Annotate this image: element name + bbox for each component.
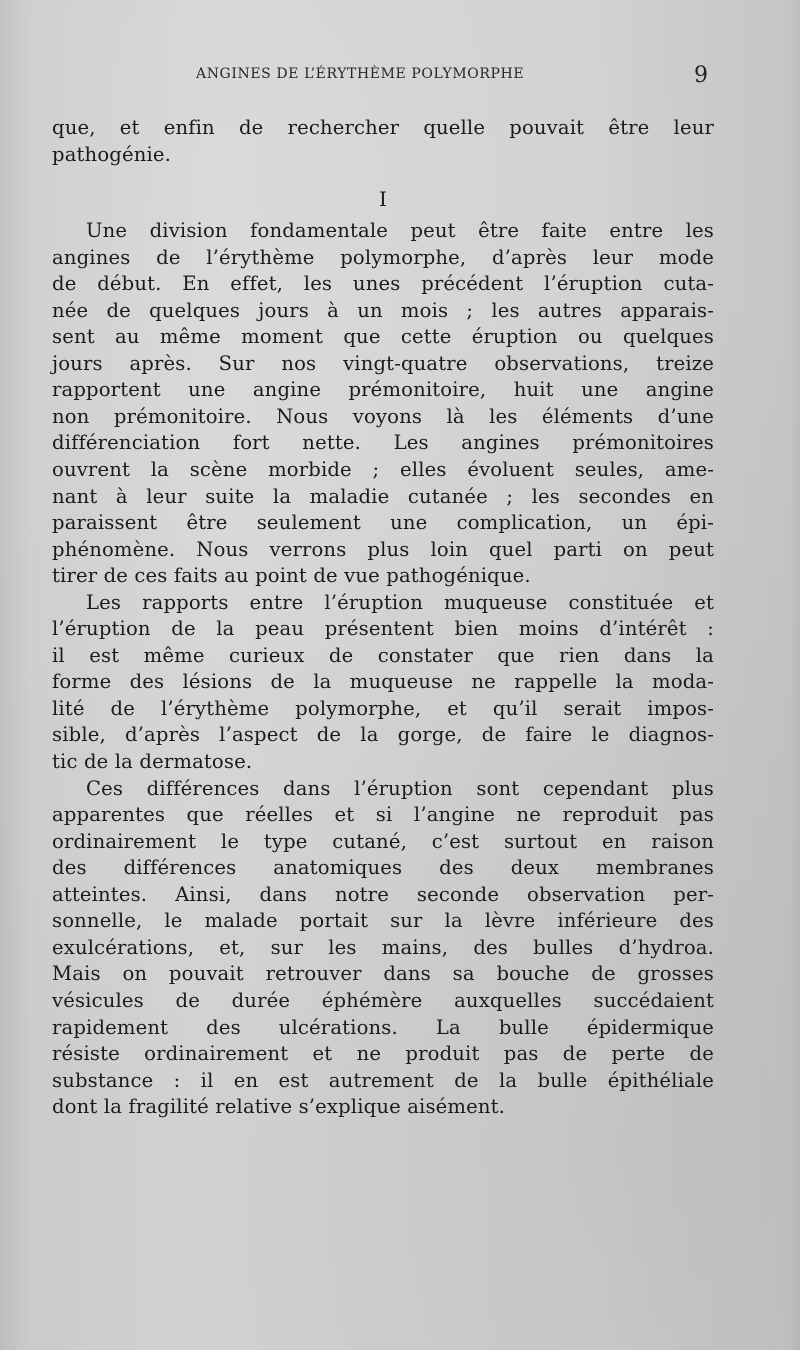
- text-line: sent au même moment que cette éruption ou quelques: [52, 325, 714, 349]
- text-line: de début. En effet, les unes précédent l’éruption cuta-: [52, 272, 714, 296]
- text-line: sonnelle, le malade portait sur la lèvre inférieure des: [52, 909, 714, 933]
- text-line: angines de l’érythème polymorphe, d’après leur mode: [52, 245, 714, 269]
- text-line: née de quelques jours à un mois ; les autres apparais-: [52, 298, 714, 322]
- body-text: [52, 115, 714, 1121]
- text-line: nant à leur suite la maladie cutanée ; les secondes en: [52, 484, 714, 508]
- text-line: il est même curieux de constater que rien dans la: [52, 643, 714, 667]
- section-heading: I: [378, 187, 388, 212]
- text-line: Une division fondamentale peut être faite entre les: [86, 219, 714, 243]
- text-line: apparentes que réelles et si l’angine ne reproduit pas: [52, 803, 714, 827]
- text-line: dont la fragilité relative s’explique aisément.: [52, 1095, 506, 1119]
- text-line: ordinairement le type cutané, c’est surtout en raison: [52, 829, 714, 853]
- running-title: ANGINES DE L’ÉRYTHÈME POLYMORPHE: [196, 66, 525, 82]
- text-line: ouvrent la scène morbide ; elles évoluent seules, ame-: [52, 458, 714, 482]
- text-line: vésicules de durée éphémère auxquelles succédaient: [52, 988, 714, 1012]
- text-line: résiste ordinairement et ne produit pas de perte de: [52, 1042, 714, 1066]
- text-line: tic de la dermatose.: [52, 750, 253, 774]
- text-line: des différences anatomiques des deux membranes: [52, 856, 714, 880]
- text-line: substance : il en est autrement de la bulle épithéliale: [52, 1068, 714, 1092]
- text-line: non prémonitoire. Nous voyons là les éléments d’une: [52, 404, 714, 428]
- text-line: jours après. Sur nos vingt-quatre observations, treize: [52, 351, 714, 375]
- text-line: exulcérations, et, sur les mains, des bulles d’hydroa.: [52, 935, 714, 959]
- text-line: sible, d’après l’aspect de la gorge, de faire le diagnos-: [52, 723, 714, 747]
- text-line: paraissent être seulement une complication, un épi-: [52, 511, 714, 535]
- text-line: Ces différences dans l’éruption sont cependant plus: [86, 776, 714, 800]
- text-line: rapidement des ulcérations. La bulle épidermique: [52, 1015, 714, 1039]
- page-number: 9: [694, 63, 708, 88]
- page-header: [0, 63, 800, 90]
- text-line: Les rapports entre l’éruption muqueuse constituée et: [86, 590, 714, 614]
- text-line: atteintes. Ainsi, dans notre seconde observation per-: [52, 882, 714, 906]
- text-line: tirer de ces faits au point de vue pathogénique.: [52, 564, 531, 588]
- text-line: Mais on pouvait retrouver dans sa bouche de grosses: [52, 962, 714, 986]
- text-line: lité de l’érythème polymorphe, et qu’il serait impos-: [52, 696, 714, 720]
- text-line: forme des lésions de la muqueuse ne rappelle la moda-: [52, 670, 714, 694]
- text-line: pathogénie.: [52, 142, 172, 166]
- text-line: que, et enfin de rechercher quelle pouvait être leur: [52, 116, 714, 139]
- text-line: rapportent une angine prémonitoire, huit une angine: [52, 378, 714, 402]
- text-line: différenciation fort nette. Les angines prémonitoires: [52, 431, 714, 455]
- text-line: l’éruption de la peau présentent bien moins d’intérêt :: [52, 617, 714, 641]
- text-line: phénomène. Nous verrons plus loin quel parti on peut: [52, 537, 714, 561]
